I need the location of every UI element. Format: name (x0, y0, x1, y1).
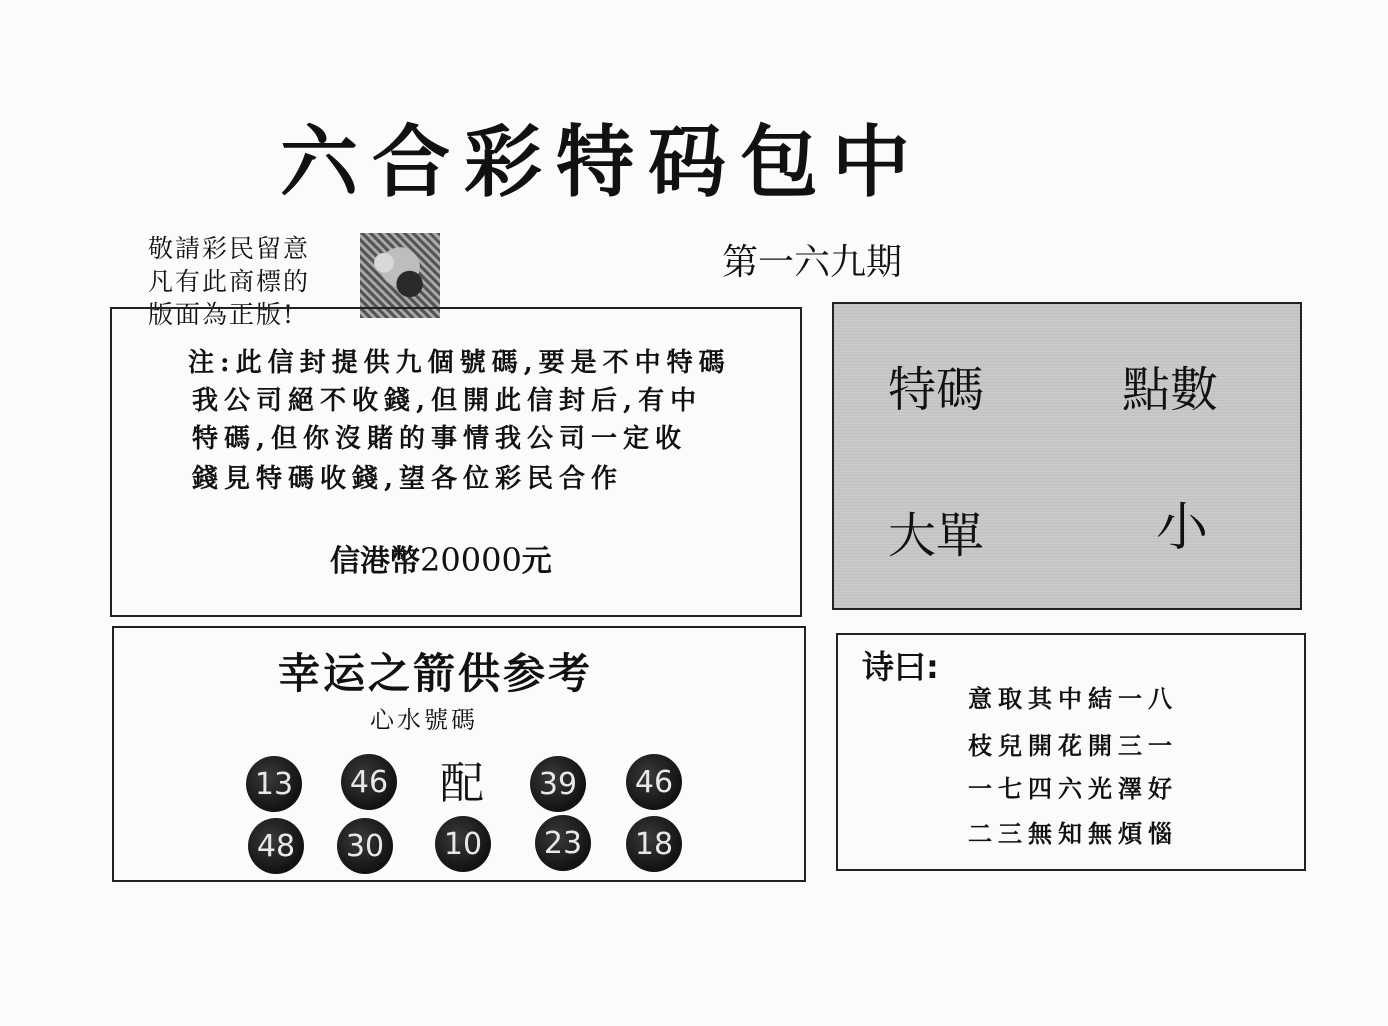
poem-line: 枝兒開花開三一 (968, 731, 1178, 760)
connector-text: 配 (440, 758, 484, 809)
poem-line: 一七四六光澤好 (968, 774, 1178, 803)
note-text: 此信封提供九個號碼,要是不中特碼 (235, 348, 731, 378)
price-amount: 20000 (420, 541, 522, 579)
lucky-subtitle: 心水號碼 (370, 706, 478, 734)
tema-header-left: 特碼 (888, 362, 985, 418)
notice-line: 敬請彩民留意 (148, 234, 311, 263)
number-ball: 46 (341, 754, 397, 810)
poem-line: 二三無知無煩惱 (968, 819, 1178, 848)
notice-line: 版面為正版! (148, 300, 296, 329)
poem-line: 意取其中結一八 (968, 684, 1178, 713)
number-ball: 46 (626, 754, 682, 810)
number-ball: 39 (530, 756, 586, 812)
page-title: 六合彩特码包中 (280, 118, 925, 208)
number-ball: 48 (248, 818, 304, 874)
note-line: 我公司絕不收錢,但開此信封后,有中 (192, 386, 703, 416)
tema-value-left: 大單 (888, 508, 985, 564)
tema-value-right: 小 (1156, 498, 1209, 558)
price-line (330, 538, 552, 584)
trademark-logo (360, 233, 440, 318)
lucky-title: 幸运之箭供参考 (278, 649, 594, 698)
number-ball: 18 (626, 816, 682, 872)
issue-number: 第一六九期 (722, 242, 903, 283)
note-line: 特碼,但你沒賭的事情我公司一定收 (192, 424, 688, 454)
number-ball: 10 (435, 816, 491, 872)
tema-header-right: 點數 (1122, 362, 1219, 418)
note-line (188, 343, 731, 383)
note-line: 錢見特碼收錢,望各位彩民合作 (192, 464, 624, 494)
notice-line: 凡有此商標的 (148, 267, 311, 296)
price-label: 信港幣 (330, 544, 420, 579)
note-prefix: 注: (188, 348, 236, 378)
number-ball: 30 (337, 818, 393, 874)
price-unit: 元 (521, 544, 552, 579)
number-ball: 13 (246, 756, 302, 812)
number-ball: 23 (535, 815, 591, 871)
poem-title: 诗曰: (862, 648, 939, 686)
